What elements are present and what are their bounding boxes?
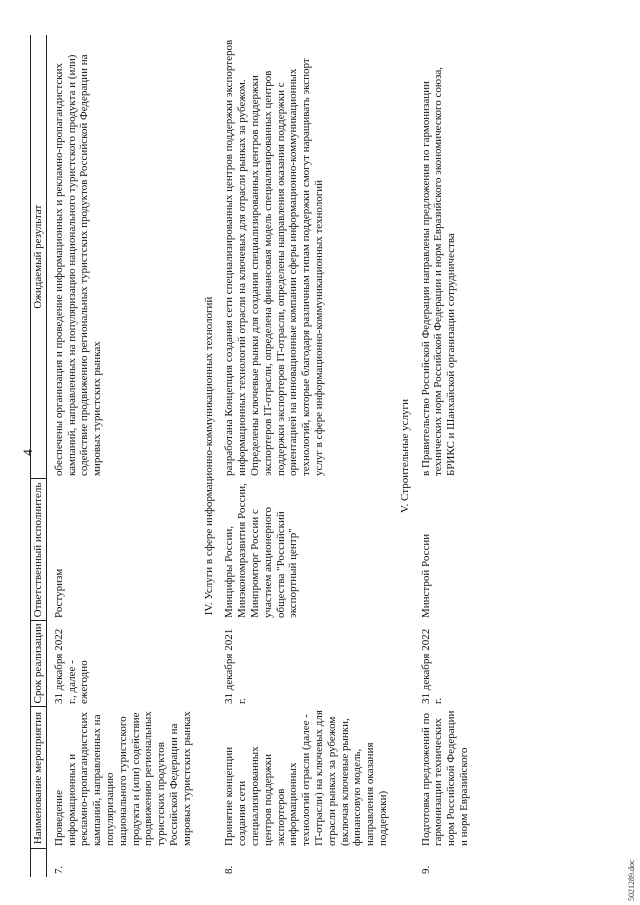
row-result: разработана Концепция создания сети специализированных центров поддержки экспортеров информационных технологий отрасли на ключевых для отрасли рынках за рубежом. Определены ключевые рынки для создания специализированных центров поддержки экспортеров IT-отрасли, определена финансовая модель специализированных центров поддержки экспортеров IT-отрасли, определены направления оказания поддержки с ориентацией на инновационные компании сферы информационно-коммуникационных технологий, которые благодаря различным типам поддержки смогут наращивать экспорт услуг в сфере информационно-коммуникационных технологий xyxy=(223,39,325,476)
row-name: Подготовка предложений по гармонизации технических норм Российской Федерации и норм Евразийского xyxy=(419,710,470,846)
table-row xyxy=(217,35,392,877)
table-row xyxy=(414,35,474,877)
row-name: Принятие концепции создания сети специализированных центров поддержки экспортеров информационных технологий отрасли (далее - IT-отрасли) на ключевых для отрасли рынках за рубежом (включая ключевые рынки, финансовую модель, направления оказания поддержки) xyxy=(223,710,389,846)
section-heading-row xyxy=(393,35,414,877)
header-name: Наименование мероприятия xyxy=(31,707,47,849)
table-row xyxy=(46,35,196,877)
header-result: Ожидаемый результат xyxy=(31,35,47,479)
row-term: 31 декабря 2022 г. xyxy=(419,628,445,704)
row-responsible: Минстрой России xyxy=(419,533,432,618)
section-heading-row xyxy=(197,35,218,877)
section-heading-construction: V. Строительные услуги xyxy=(398,399,411,513)
measures-table xyxy=(30,35,474,877)
row-number: 9. xyxy=(419,865,432,874)
page-number: 4 xyxy=(20,449,35,456)
row-name: Проведение информационных и рекламно-пропагандистских кампаний, направленных на популяризацию национального туристского продукта и (или) содействие продвижению региональных туристских продуктов Российской Федерации на мировых туристских рынках xyxy=(52,711,193,846)
row-number: 8. xyxy=(223,865,236,874)
section-heading-it: IV. Услуги в сфере информационно-коммуникационных технологий xyxy=(202,296,215,616)
header-term: Срок реализации xyxy=(31,621,47,707)
row-result: обеспечены организация и проведение информационных и рекламно-пропагандистских кампаний, направленных на популяризацию национального туристского продукта и (или) содействие продвижению региональных туристских продуктов Российской Федерации на мировых туристских рынках xyxy=(52,54,104,476)
header-responsible: Ответственный исполнитель xyxy=(31,479,47,621)
row-responsible: Ростуризм xyxy=(52,568,65,618)
document-code: 5021289.doc xyxy=(627,859,636,901)
row-term: 31 декабря 2022 г., далее - ежегодно xyxy=(52,628,91,704)
table-header-row xyxy=(31,35,47,877)
row-result: в Правительство Российской Федерации направлены предложения по гармонизации технических норм Российской Федерации и норм Евразийского экономического союза, БРИКС и Шанхайской организации сотрудничества xyxy=(419,66,458,476)
header-number xyxy=(31,849,47,877)
row-number: 7. xyxy=(52,865,65,874)
row-responsible: Минцифры России, Минэкономразвития России, Минпромторг России с участием акционерного общества "Российский экспортный центр" xyxy=(223,483,300,618)
row-term: 31 декабря 2021 г. xyxy=(223,628,249,704)
